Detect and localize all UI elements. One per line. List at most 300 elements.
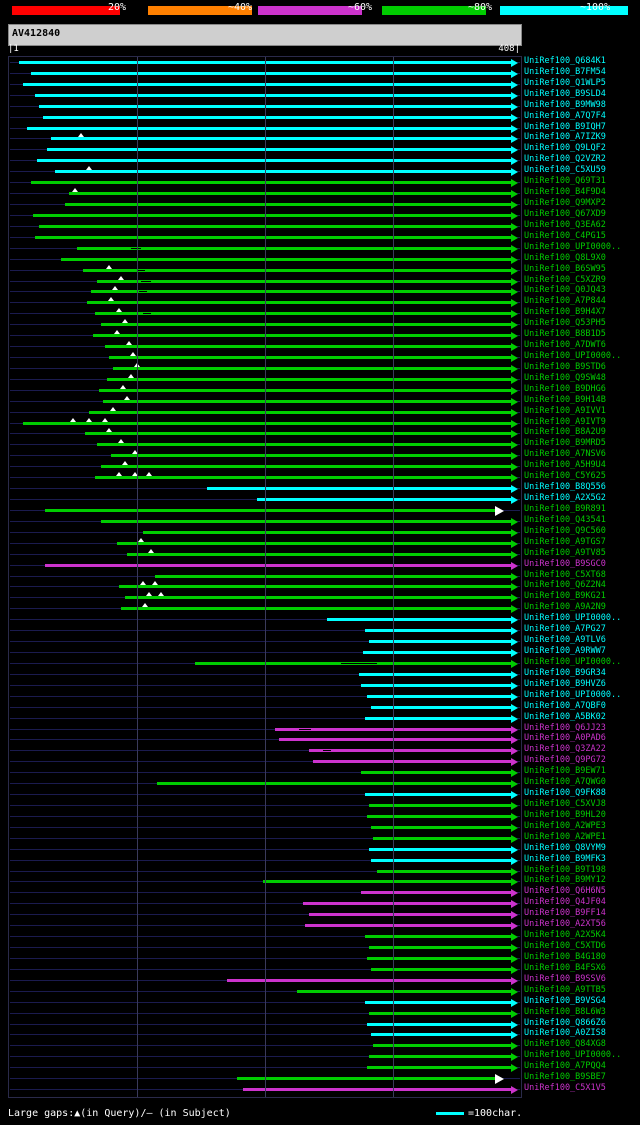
hsp-arrowhead-icon: [511, 878, 518, 886]
hsp-bar[interactable]: [45, 509, 495, 512]
hit-label[interactable]: UniRef100_Q8L9X0: [524, 253, 606, 263]
hit-label[interactable]: UniRef100_A7IZK9: [524, 132, 606, 142]
hsp-bar[interactable]: [157, 782, 511, 785]
hsp-bar[interactable]: [45, 564, 511, 567]
hsp-bar[interactable]: [23, 83, 511, 86]
hsp-arrowhead-icon: [511, 649, 518, 657]
hsp-bar[interactable]: [365, 1001, 511, 1004]
hsp-arrowhead-icon: [511, 146, 518, 154]
hsp-bar[interactable]: [369, 804, 511, 807]
hit-label[interactable]: UniRef100_UPI0000..: [524, 242, 622, 252]
hsp-bar[interactable]: [97, 443, 511, 446]
hit-label[interactable]: UniRef100_A7PQQ4: [524, 1061, 606, 1071]
hsp-bar[interactable]: [309, 749, 511, 752]
hit-label[interactable]: UniRef100_A9TGS7: [524, 537, 606, 547]
query-gap-triangle-icon: [152, 581, 158, 585]
hit-label[interactable]: UniRef100_A9TTB5: [524, 985, 606, 995]
hit-label[interactable]: UniRef100_A9RWW7: [524, 646, 606, 656]
hsp-bar[interactable]: [37, 159, 511, 162]
legend-label: ~40%: [228, 2, 253, 13]
hsp-bar[interactable]: [377, 870, 511, 873]
hsp-bar[interactable]: [69, 192, 511, 195]
hsp-arrowhead-icon: [511, 125, 518, 133]
hsp-bar[interactable]: [47, 148, 511, 151]
legend-label: 20%: [108, 2, 127, 13]
hsp-arrowhead-icon: [511, 420, 518, 428]
hit-label[interactable]: UniRef100_B9DHG6: [524, 384, 606, 394]
hit-label[interactable]: UniRef100_A2WPE1: [524, 832, 606, 842]
hsp-bar[interactable]: [117, 542, 511, 545]
gap-legend-text: Large gaps:▲(in Query)/– (in Subject): [8, 1108, 231, 1119]
subject-gap-dash: [131, 248, 141, 249]
hit-label[interactable]: UniRef100_B9H4X7: [524, 307, 606, 317]
hit-label[interactable]: UniRef100_A7DWT6: [524, 340, 606, 350]
hsp-arrowhead-icon: [511, 791, 518, 799]
hsp-bar[interactable]: [103, 400, 511, 403]
hsp-arrowhead-icon: [511, 103, 518, 111]
hit-label[interactable]: UniRef100_A7NSV6: [524, 449, 606, 459]
hsp-bar[interactable]: [365, 629, 511, 632]
legend-label: ~60%: [348, 2, 373, 13]
hsp-bar[interactable]: [371, 826, 511, 829]
hit-label[interactable]: UniRef100_B9MW98: [524, 100, 606, 110]
hit-label[interactable]: UniRef100_B9HVZ6: [524, 679, 606, 689]
hsp-arrowhead-icon: [511, 387, 518, 395]
hsp-bar[interactable]: [85, 432, 511, 435]
query-gap-triangle-icon: [124, 396, 130, 400]
query-gap-triangle-icon: [140, 581, 146, 585]
hit-label[interactable]: UniRef100_B9STD6: [524, 362, 606, 372]
hit-label[interactable]: UniRef100_A5BK02: [524, 712, 606, 722]
hit-label[interactable]: UniRef100_B4G180: [524, 952, 606, 962]
hsp-arrowhead-icon: [511, 638, 518, 646]
query-gap-triangle-icon: [112, 286, 118, 290]
hit-label[interactable]: UniRef100_A9TV85: [524, 548, 606, 558]
hsp-bar[interactable]: [31, 72, 511, 75]
hsp-bar[interactable]: [327, 618, 511, 621]
hsp-bar[interactable]: [33, 214, 511, 217]
hsp-bar[interactable]: [89, 411, 511, 414]
hit-label[interactable]: UniRef100_Q6H6N5: [524, 886, 606, 896]
hsp-arrowhead-icon: [511, 518, 518, 526]
hit-label[interactable]: UniRef100_Q69T31: [524, 176, 606, 186]
hsp-arrowhead-icon: [511, 59, 518, 67]
hsp-bar[interactable]: [313, 760, 511, 763]
hit-label[interactable]: UniRef100_C4PG15: [524, 231, 606, 241]
hsp-bar[interactable]: [39, 225, 511, 228]
hit-label[interactable]: UniRef100_A9IVT9: [524, 417, 606, 427]
hsp-arrowhead-icon: [511, 234, 518, 242]
query-gap-triangle-icon: [106, 428, 112, 432]
hsp-arrowhead-icon: [511, 988, 518, 996]
hit-label[interactable]: UniRef100_Q67XD9: [524, 209, 606, 219]
hit-label[interactable]: UniRef100_B9KG21: [524, 591, 606, 601]
hsp-arrowhead-icon: [511, 911, 518, 919]
hit-label[interactable]: UniRef100_B9SBE7: [524, 1072, 606, 1082]
hit-label[interactable]: UniRef100_B8A2U9: [524, 427, 606, 437]
hsp-bar[interactable]: [95, 476, 511, 479]
hsp-arrowhead-icon: [511, 1086, 518, 1094]
hsp-arrowhead-icon: [511, 376, 518, 384]
query-gap-triangle-icon: [138, 538, 144, 542]
hsp-bar[interactable]: [23, 422, 511, 425]
hit-label[interactable]: UniRef100_B7FM54: [524, 67, 606, 77]
hsp-arrowhead-icon: [511, 835, 518, 843]
hsp-bar[interactable]: [227, 979, 511, 982]
hsp-bar[interactable]: [99, 389, 511, 392]
hit-label[interactable]: UniRef100_Q9SW48: [524, 373, 606, 383]
hit-label[interactable]: UniRef100_Q3EA62: [524, 220, 606, 230]
hsp-bar[interactable]: [43, 116, 511, 119]
hsp-arrowhead-icon: [511, 245, 518, 253]
hit-label[interactable]: UniRef100_B9HL20: [524, 810, 606, 820]
hsp-arrowhead-icon: [511, 551, 518, 559]
hit-label[interactable]: UniRef100_A2XT56: [524, 919, 606, 929]
query-gap-triangle-icon: [118, 439, 124, 443]
hsp-bar[interactable]: [279, 738, 511, 741]
hit-label[interactable]: UniRef100_Q9PG72: [524, 755, 606, 765]
hsp-arrowhead-icon: [511, 715, 518, 723]
hsp-bar[interactable]: [61, 258, 511, 261]
hit-label[interactable]: UniRef100_A9A2N9: [524, 602, 606, 612]
hit-label[interactable]: UniRef100_C5XZR9: [524, 275, 606, 285]
hsp-arrowhead-icon: [511, 999, 518, 1007]
hsp-bar[interactable]: [365, 935, 511, 938]
hit-label[interactable]: UniRef100_Q53PH5: [524, 318, 606, 328]
hsp-arrowhead-icon: [511, 332, 518, 340]
hit-label[interactable]: UniRef100_UPI0000..: [524, 690, 622, 700]
hsp-arrowhead-icon: [511, 944, 518, 952]
hit-label[interactable]: UniRef100_Q4JF04: [524, 897, 606, 907]
hsp-bar[interactable]: [361, 684, 511, 687]
hit-label[interactable]: UniRef100_A9IVV1: [524, 406, 606, 416]
hsp-bar[interactable]: [365, 717, 511, 720]
hsp-arrowhead-icon: [511, 933, 518, 941]
hsp-open-arrowhead-icon: [495, 506, 504, 516]
hit-label[interactable]: UniRef100_Q9LQF2: [524, 143, 606, 153]
hsp-arrowhead-icon: [511, 671, 518, 679]
subject-gap-dash: [141, 281, 151, 282]
hsp-bar[interactable]: [91, 290, 511, 293]
hsp-arrowhead-icon: [511, 1031, 518, 1039]
hsp-bar[interactable]: [367, 1066, 511, 1069]
hsp-bar[interactable]: [237, 1077, 495, 1080]
hit-label[interactable]: UniRef100_Q84XG8: [524, 1039, 606, 1049]
hsp-bar[interactable]: [305, 924, 511, 927]
hit-label[interactable]: UniRef100_C5XVJ8: [524, 799, 606, 809]
hit-label[interactable]: UniRef100_A7P844: [524, 296, 606, 306]
hit-label[interactable]: UniRef100_B4F9D4: [524, 187, 606, 197]
hsp-arrowhead-icon: [511, 605, 518, 613]
hit-label[interactable]: UniRef100_B9SLD4: [524, 89, 606, 99]
hit-label[interactable]: UniRef100_B8B1D5: [524, 329, 606, 339]
hsp-bar[interactable]: [363, 651, 511, 654]
hsp-bar[interactable]: [127, 553, 511, 556]
hit-label[interactable]: UniRef100_B6SW95: [524, 264, 606, 274]
hit-label[interactable]: UniRef100_A2X5K4: [524, 930, 606, 940]
hsp-arrowhead-icon: [511, 758, 518, 766]
hsp-bar[interactable]: [369, 946, 511, 949]
hsp-bar[interactable]: [359, 673, 511, 676]
hsp-arrowhead-icon: [511, 736, 518, 744]
hsp-bar[interactable]: [27, 127, 511, 130]
hsp-bar[interactable]: [361, 891, 511, 894]
query-gap-triangle-icon: [122, 319, 128, 323]
hit-label[interactable]: UniRef100_Q684K1: [524, 56, 606, 66]
hit-label[interactable]: UniRef100_B4FSX6: [524, 963, 606, 973]
hit-label[interactable]: UniRef100_UPI0000..: [524, 613, 622, 623]
hsp-bar[interactable]: [371, 859, 511, 862]
hsp-arrowhead-icon: [511, 868, 518, 876]
legend-segment: [12, 6, 84, 15]
hsp-arrowhead-icon: [511, 1053, 518, 1061]
query-gap-triangle-icon: [70, 418, 76, 422]
hsp-bar[interactable]: [35, 94, 511, 97]
subject-gap-dash: [299, 729, 311, 730]
hit-label[interactable]: UniRef100_A5H9U4: [524, 460, 606, 470]
hsp-arrowhead-icon: [511, 321, 518, 329]
hsp-bar[interactable]: [143, 531, 511, 534]
hsp-bar[interactable]: [257, 498, 511, 501]
query-gap-triangle-icon: [106, 265, 112, 269]
hit-label[interactable]: UniRef100_C5XU59: [524, 165, 606, 175]
hsp-bar[interactable]: [371, 968, 511, 971]
hsp-arrowhead-icon: [511, 168, 518, 176]
hsp-arrowhead-icon: [511, 354, 518, 362]
hsp-bar[interactable]: [367, 1023, 511, 1026]
hsp-bar[interactable]: [111, 454, 511, 457]
hit-label[interactable]: UniRef100_UPI0000..: [524, 1050, 622, 1060]
hit-label[interactable]: UniRef100_A0PAD6: [524, 733, 606, 743]
hsp-bar[interactable]: [83, 269, 511, 272]
hit-label[interactable]: UniRef100_B9SGC0: [524, 559, 606, 569]
hsp-bar[interactable]: [369, 640, 511, 643]
query-gap-triangle-icon: [110, 407, 116, 411]
hit-label[interactable]: UniRef100_B9H14B: [524, 395, 606, 405]
hsp-bar[interactable]: [101, 520, 511, 523]
hit-label[interactable]: UniRef100_A7PG27: [524, 624, 606, 634]
hsp-arrowhead-icon: [511, 157, 518, 165]
hit-label[interactable]: UniRef100_Q9FK88: [524, 788, 606, 798]
hsp-bar[interactable]: [361, 771, 511, 774]
hsp-arrowhead-icon: [511, 966, 518, 974]
subject-gap-dash: [143, 313, 151, 314]
hsp-bar[interactable]: [155, 575, 511, 578]
hit-label[interactable]: UniRef100_B9MY12: [524, 875, 606, 885]
query-gap-triangle-icon: [118, 276, 124, 280]
hsp-arrowhead-icon: [511, 278, 518, 286]
hsp-bar[interactable]: [263, 880, 511, 883]
hsp-bar[interactable]: [101, 465, 511, 468]
hit-label[interactable]: UniRef100_C5XTD6: [524, 941, 606, 951]
hsp-arrowhead-icon: [511, 485, 518, 493]
hit-label[interactable]: UniRef100_Q3ZA22: [524, 744, 606, 754]
hsp-arrowhead-icon: [511, 1042, 518, 1050]
hit-label[interactable]: UniRef100_Q866Z6: [524, 1018, 606, 1028]
hsp-arrowhead-icon: [511, 660, 518, 668]
hsp-bar[interactable]: [297, 990, 511, 993]
hsp-bar[interactable]: [77, 247, 511, 250]
hit-label[interactable]: UniRef100_Q8VYM9: [524, 843, 606, 853]
hit-label[interactable]: UniRef100_Q9MXP2: [524, 198, 606, 208]
hsp-bar[interactable]: [207, 487, 511, 490]
hit-label[interactable]: UniRef100_B9FF14: [524, 908, 606, 918]
hit-label[interactable]: UniRef100_A2WPE3: [524, 821, 606, 831]
hsp-bar[interactable]: [367, 695, 511, 698]
hsp-arrowhead-icon: [511, 135, 518, 143]
hsp-arrowhead-icon: [511, 540, 518, 548]
hsp-bar[interactable]: [101, 323, 511, 326]
hit-label[interactable]: UniRef100_B8L6W3: [524, 1007, 606, 1017]
query-gap-triangle-icon: [126, 341, 132, 345]
hit-label[interactable]: UniRef100_C5X1V5: [524, 1083, 606, 1093]
hsp-arrowhead-icon: [511, 288, 518, 296]
hsp-bar[interactable]: [243, 1088, 511, 1091]
footer: [0, 1103, 640, 1125]
hsp-arrowhead-icon: [511, 70, 518, 78]
hsp-bar[interactable]: [51, 137, 511, 140]
hit-label[interactable]: UniRef100_Q43541: [524, 515, 606, 525]
query-gap-triangle-icon: [116, 472, 122, 476]
grid-line: [393, 57, 394, 1097]
hsp-arrowhead-icon: [511, 594, 518, 602]
hsp-bar[interactable]: [371, 706, 511, 709]
hsp-bar[interactable]: [109, 356, 511, 359]
hsp-arrowhead-icon: [511, 398, 518, 406]
hsp-arrowhead-icon: [511, 299, 518, 307]
hsp-arrowhead-icon: [511, 922, 518, 930]
query-gap-triangle-icon: [116, 308, 122, 312]
hsp-arrowhead-icon: [511, 452, 518, 460]
hit-label-column: [524, 56, 640, 1096]
hsp-bar[interactable]: [113, 367, 511, 370]
hit-label[interactable]: UniRef100_B9T198: [524, 865, 606, 875]
hsp-arrowhead-icon: [511, 726, 518, 734]
hsp-bar[interactable]: [309, 913, 511, 916]
hsp-bar[interactable]: [87, 301, 511, 304]
hsp-bar[interactable]: [39, 105, 511, 108]
hit-label[interactable]: UniRef100_A7QBF0: [524, 701, 606, 711]
hit-label[interactable]: UniRef100_C5XT68: [524, 570, 606, 580]
scale-bar: [436, 1112, 464, 1115]
hit-label[interactable]: UniRef100_B9EW71: [524, 766, 606, 776]
hsp-bar[interactable]: [95, 312, 511, 315]
hsp-bar[interactable]: [35, 236, 511, 239]
hit-label[interactable]: UniRef100_Q9C560: [524, 526, 606, 536]
hit-label[interactable]: UniRef100_B9R891: [524, 504, 606, 514]
hsp-bar[interactable]: [105, 345, 511, 348]
hit-label[interactable]: UniRef100_B9VSG4: [524, 996, 606, 1006]
hsp-bar[interactable]: [55, 170, 511, 173]
hit-label[interactable]: UniRef100_A7Q7F4: [524, 111, 606, 121]
hit-label[interactable]: UniRef100_A2X5G2: [524, 493, 606, 503]
hsp-arrowhead-icon: [511, 310, 518, 318]
hit-label[interactable]: UniRef100_B9SSV6: [524, 974, 606, 984]
hit-label[interactable]: UniRef100_Q2VZR2: [524, 154, 606, 164]
hsp-bar[interactable]: [365, 793, 511, 796]
hsp-arrowhead-icon: [511, 955, 518, 963]
hit-label[interactable]: UniRef100_A9TLV6: [524, 635, 606, 645]
hsp-bar[interactable]: [107, 378, 511, 381]
hsp-bar[interactable]: [121, 607, 511, 610]
query-gap-triangle-icon: [86, 418, 92, 422]
legend-segment: [258, 6, 362, 15]
hit-label[interactable]: UniRef100_Q0JQ43: [524, 285, 606, 295]
hit-label[interactable]: UniRef100_UPI0000..: [524, 351, 622, 361]
hit-label[interactable]: UniRef100_B9MFK3: [524, 854, 606, 864]
hit-label[interactable]: UniRef100_Q1WLP5: [524, 78, 606, 88]
hit-label[interactable]: UniRef100_Q6JJ23: [524, 723, 606, 733]
hit-label[interactable]: UniRef100_Q6Z2N4: [524, 580, 606, 590]
query-gap-triangle-icon: [122, 461, 128, 465]
hsp-arrowhead-icon: [511, 474, 518, 482]
hsp-arrowhead-icon: [511, 573, 518, 581]
hit-label[interactable]: UniRef100_B9IQH7: [524, 122, 606, 132]
hsp-bar[interactable]: [31, 181, 511, 184]
hsp-bar[interactable]: [97, 280, 511, 283]
query-gap-triangle-icon: [114, 330, 120, 334]
hsp-bar[interactable]: [367, 815, 511, 818]
hit-label[interactable]: UniRef100_B8Q556: [524, 482, 606, 492]
hsp-arrowhead-icon: [511, 441, 518, 449]
hsp-bar[interactable]: [93, 334, 511, 337]
hit-label[interactable]: UniRef100_UPI0000..: [524, 657, 622, 667]
query-gap-triangle-icon: [102, 418, 108, 422]
hsp-arrowhead-icon: [511, 256, 518, 264]
query-gap-triangle-icon: [148, 549, 154, 553]
hsp-arrowhead-icon: [511, 179, 518, 187]
hsp-bar[interactable]: [369, 1055, 511, 1058]
hsp-arrowhead-icon: [511, 212, 518, 220]
query-gap-triangle-icon: [108, 297, 114, 301]
hsp-bar[interactable]: [369, 1012, 511, 1015]
hsp-bar[interactable]: [119, 585, 511, 588]
ruler-end-label: 408|: [498, 44, 520, 54]
hsp-bar[interactable]: [369, 848, 511, 851]
subject-gap-dash: [341, 663, 377, 664]
hsp-arrowhead-icon: [511, 496, 518, 504]
hsp-arrowhead-icon: [511, 627, 518, 635]
hsp-open-arrowhead-icon: [495, 1074, 504, 1084]
hit-label[interactable]: UniRef100_B9MRD5: [524, 438, 606, 448]
hsp-arrowhead-icon: [511, 747, 518, 755]
identity-color-legend: [0, 0, 640, 22]
hit-label[interactable]: UniRef100_A7QWG0: [524, 777, 606, 787]
hsp-bar[interactable]: [367, 957, 511, 960]
hit-label[interactable]: UniRef100_B9GR34: [524, 668, 606, 678]
hsp-arrowhead-icon: [511, 463, 518, 471]
subject-gap-dash: [323, 750, 331, 751]
hit-label[interactable]: UniRef100_C5Y625: [524, 471, 606, 481]
scale-label: =100char.: [468, 1108, 523, 1119]
hsp-bar[interactable]: [65, 203, 511, 206]
query-gap-triangle-icon: [146, 472, 152, 476]
hsp-arrowhead-icon: [511, 529, 518, 537]
hsp-bar[interactable]: [371, 1033, 511, 1036]
query-name: AV412840: [12, 28, 61, 39]
hsp-arrowhead-icon: [511, 365, 518, 373]
hit-label[interactable]: UniRef100_A0ZIS8: [524, 1028, 606, 1038]
hsp-arrowhead-icon: [511, 114, 518, 122]
hsp-bar[interactable]: [303, 902, 511, 905]
hsp-arrowhead-icon: [511, 846, 518, 854]
hsp-bar[interactable]: [125, 596, 511, 599]
hsp-arrowhead-icon: [511, 693, 518, 701]
query-bar: [8, 24, 522, 46]
hsp-arrowhead-icon: [511, 267, 518, 275]
grid-line: [265, 57, 266, 1097]
legend-label: ~80%: [468, 2, 493, 13]
